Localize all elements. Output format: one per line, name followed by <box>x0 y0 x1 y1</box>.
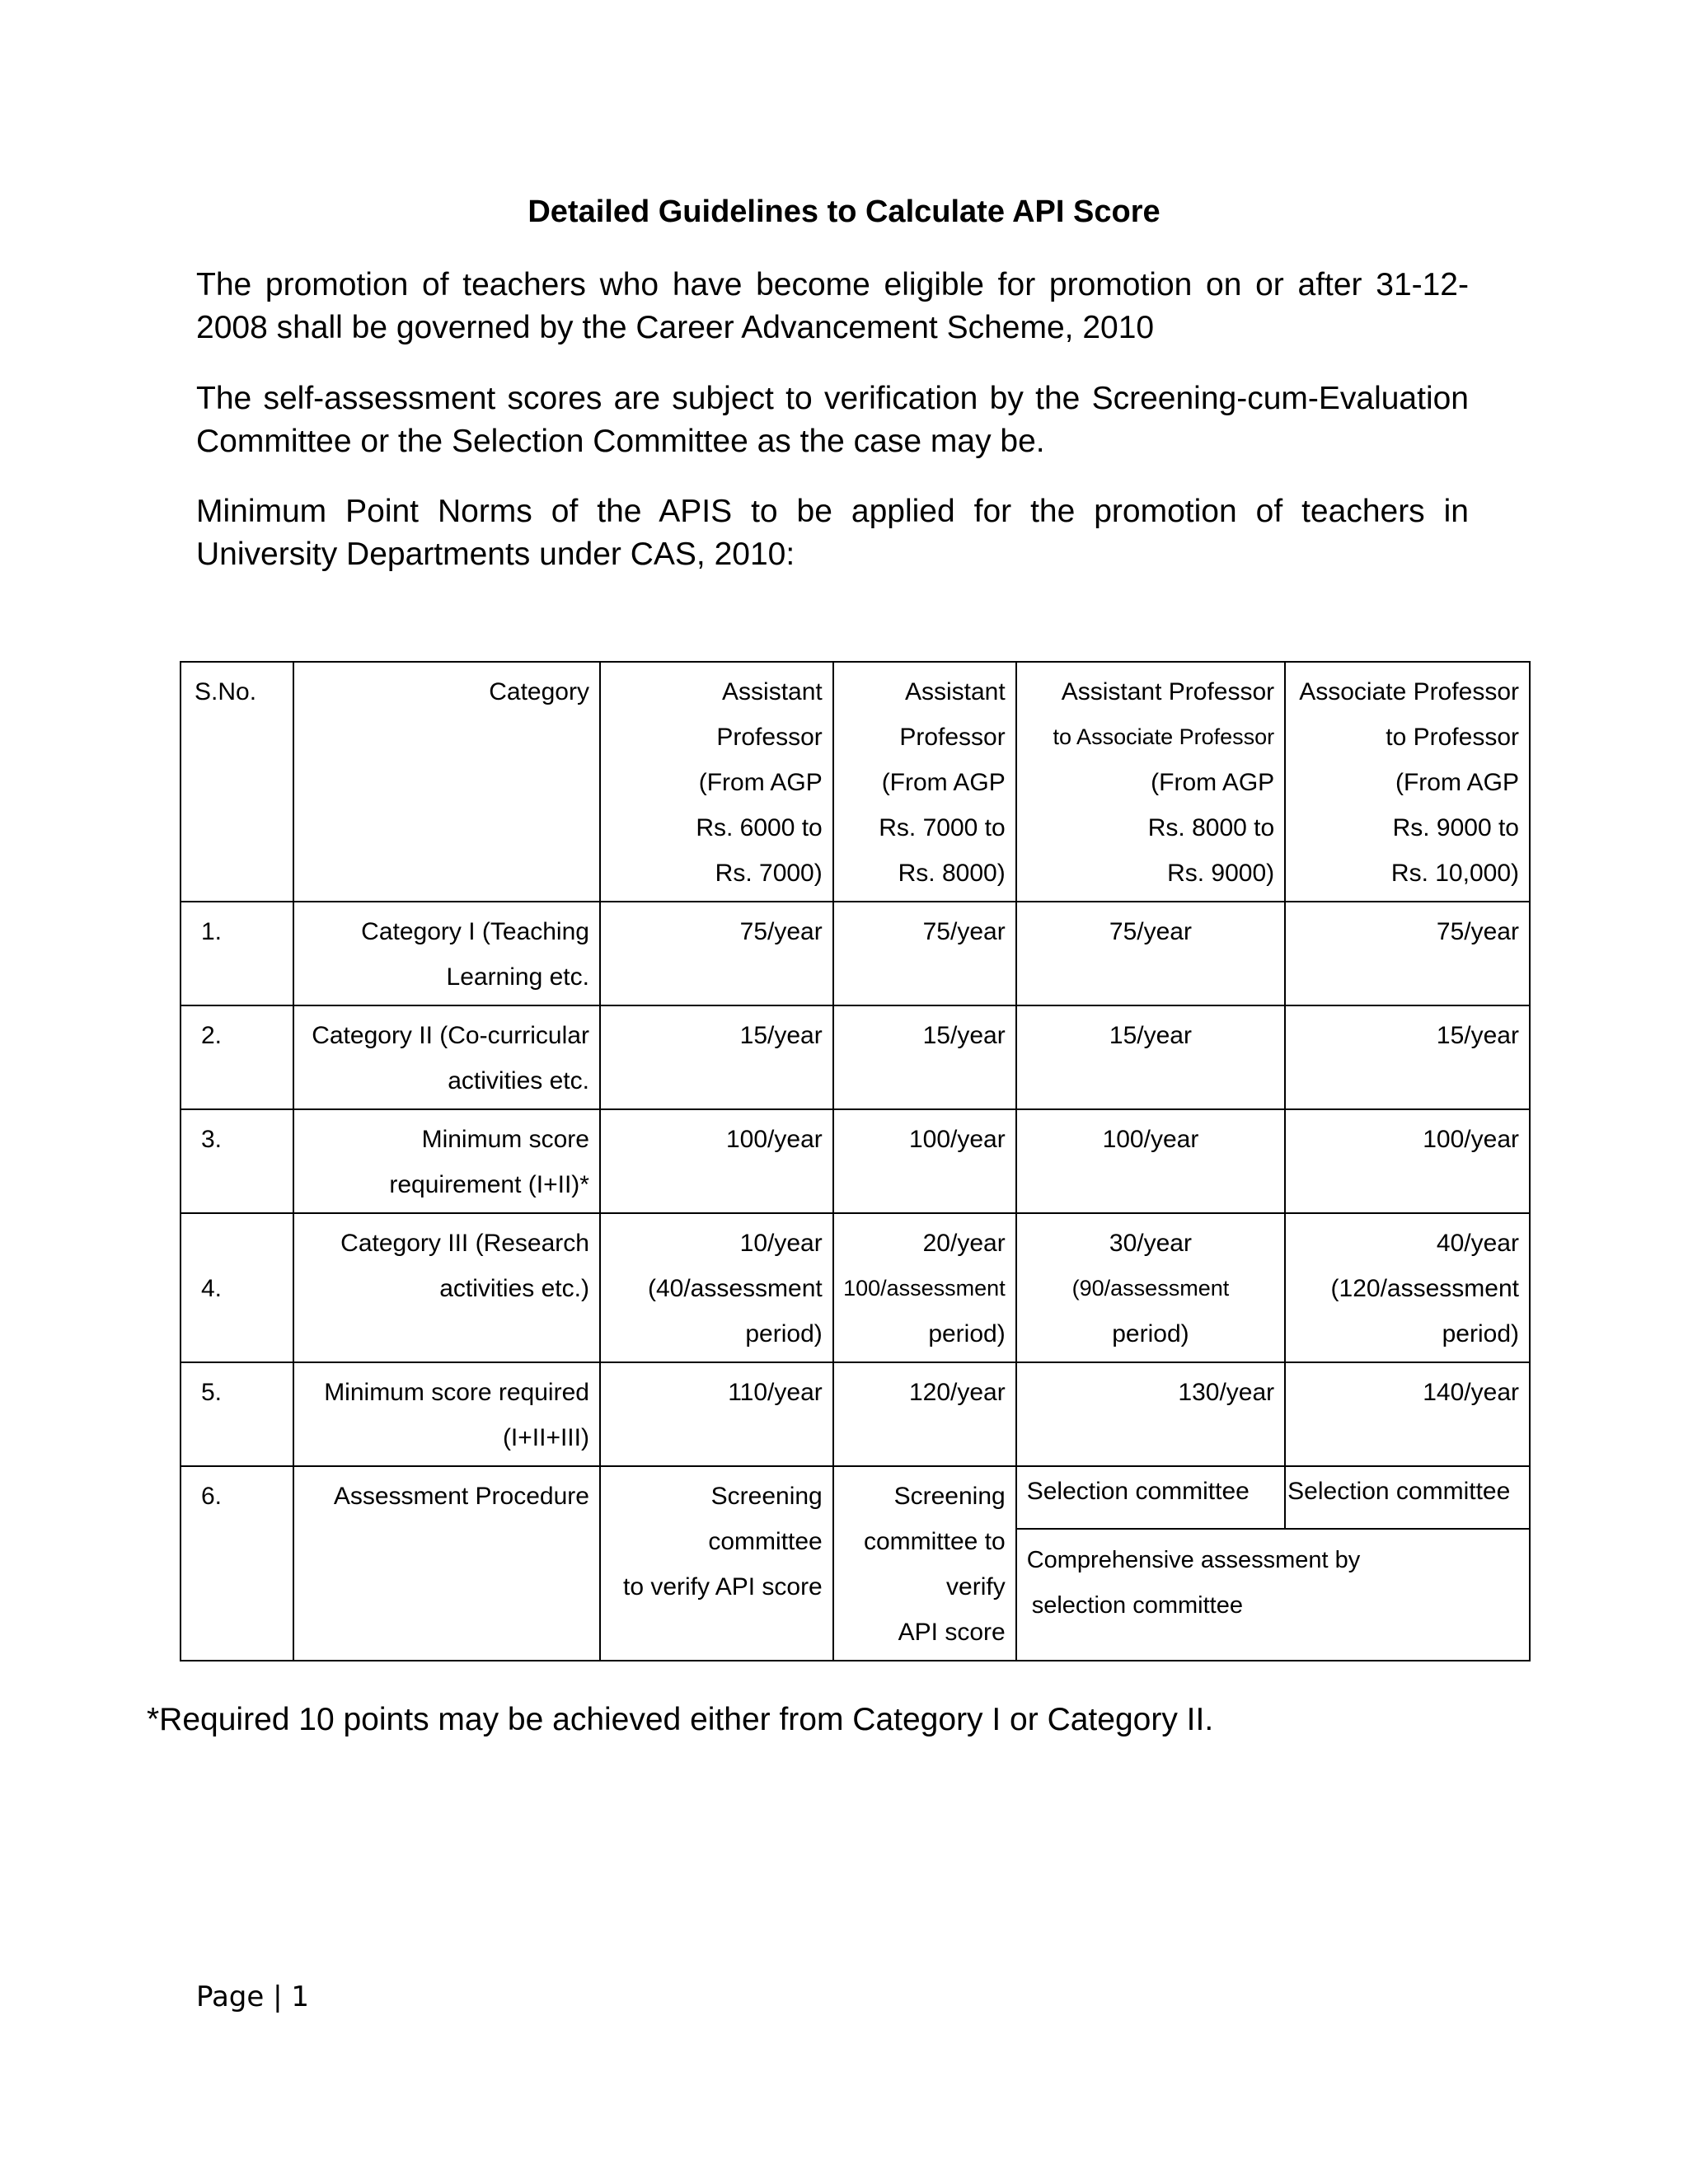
header-assistant-professor-7000 <box>833 662 1016 902</box>
row-sno: 5. <box>181 1362 293 1466</box>
intro-paragraph-promotion: The promotion of teachers who have become eligible for promotion on or after 31-12-2008 shall be governed by the Career Advancement Scheme, 2010 <box>196 267 1469 345</box>
score-cell: 15/year <box>600 1005 833 1109</box>
table-header-row <box>181 662 1530 902</box>
table-row <box>181 902 1530 1005</box>
category-line: Minimum score <box>421 1126 589 1153</box>
procedure-line: to verify API score <box>622 1573 823 1601</box>
score-cell: 75/year <box>1016 902 1285 1005</box>
score-line: 10/year <box>739 1230 823 1257</box>
score-line: 30/year <box>1109 1230 1192 1257</box>
score-cell: 100/year <box>833 1109 1016 1213</box>
header-line: (From AGP <box>1151 769 1275 796</box>
header-line: Rs. 8000 to <box>1147 814 1275 841</box>
header-line: Rs. 9000) <box>1167 860 1275 887</box>
header-line: Rs. 9000 to <box>1392 814 1519 841</box>
procedure-line: verify <box>946 1573 1006 1601</box>
score-cell <box>1016 1213 1285 1362</box>
row-category <box>293 1109 600 1213</box>
row-category: Assessment Procedure <box>293 1466 600 1661</box>
table-row <box>181 1466 1530 1529</box>
procedure-cell <box>600 1466 833 1661</box>
score-line: (40/assessment <box>647 1275 823 1302</box>
score-cell <box>600 1213 833 1362</box>
score-cell: 100/year <box>1016 1109 1285 1213</box>
header-line: Rs. 7000 to <box>879 814 1006 841</box>
score-cell <box>1285 1213 1530 1362</box>
score-line: (90/assessment <box>1071 1276 1230 1301</box>
score-line: (120/assessment <box>1330 1275 1519 1302</box>
procedure-line: committee <box>708 1528 823 1555</box>
header-associate-to-professor <box>1285 662 1530 902</box>
header-line: (From AGP <box>698 769 823 796</box>
row-sno: 6. <box>181 1466 293 1661</box>
header-assistant-professor-6000 <box>600 662 833 902</box>
comprehensive-assessment-note <box>1016 1529 1530 1661</box>
score-line: 20/year <box>922 1230 1006 1257</box>
category-line: Category I (Teaching <box>361 918 589 945</box>
header-line: Rs. 7000) <box>715 860 823 887</box>
score-line: period) <box>745 1320 823 1347</box>
header-assistant-to-associate-professor <box>1016 662 1285 902</box>
row-sno: 4. <box>181 1213 293 1362</box>
table-row <box>181 1362 1530 1466</box>
procedure-line: committee to <box>863 1528 1006 1555</box>
category-line: Category III (Research <box>340 1230 589 1257</box>
row-sno: 3. <box>181 1109 293 1213</box>
score-cell: 120/year <box>833 1362 1016 1466</box>
procedure-line: Screening <box>893 1483 1006 1510</box>
category-line: Minimum score required <box>324 1379 589 1406</box>
header-sno: S.No. <box>181 662 293 902</box>
row-sno: 1. <box>181 902 293 1005</box>
score-cell: 15/year <box>1016 1005 1285 1109</box>
footnote: *Required 10 points may be achieved either from Category I or Category II. <box>147 1702 1214 1737</box>
score-cell: 75/year <box>600 902 833 1005</box>
header-line: to Professor <box>1386 724 1519 751</box>
procedure-cell: Selection committee <box>1285 1466 1530 1529</box>
header-line: Assistant Professor <box>716 678 823 751</box>
row-sno: 2. <box>181 1005 293 1109</box>
api-score-table <box>180 661 1531 1661</box>
score-cell: 110/year <box>600 1362 833 1466</box>
header-line: Professor <box>899 724 1006 751</box>
score-cell: 100/year <box>600 1109 833 1213</box>
category-line: requirement (I+II)* <box>389 1171 589 1198</box>
score-cell: 140/year <box>1285 1362 1530 1466</box>
header-line: Rs. 10,000) <box>1390 860 1519 887</box>
category-line: Learning etc. <box>446 963 589 991</box>
page-number: Page | 1 <box>196 1980 310 2013</box>
header-line: Associate Professor <box>1299 678 1519 705</box>
intro-paragraph-norms: Minimum Point Norms of the APIS to be applied for the promotion of teachers in University Departments under CAS, 2010: <box>196 494 1469 572</box>
score-cell: 15/year <box>1285 1005 1530 1109</box>
row-category <box>293 902 600 1005</box>
score-line: 100/assessment <box>843 1276 1006 1301</box>
procedure-cell <box>833 1466 1016 1661</box>
score-cell: 130/year <box>1016 1362 1285 1466</box>
procedure-line: API score <box>898 1619 1006 1646</box>
table-row <box>181 1213 1530 1362</box>
score-line: period) <box>1442 1320 1519 1347</box>
row-category <box>293 1362 600 1466</box>
note-line: selection committee <box>1031 1592 1243 1619</box>
category-line: Category II (Co-curricular <box>312 1022 589 1049</box>
category-line: activities etc.) <box>439 1275 589 1302</box>
row-category <box>293 1005 600 1109</box>
page-title: Detailed Guidelines to Calculate API Score <box>528 194 1160 229</box>
score-cell: 15/year <box>833 1005 1016 1109</box>
score-cell: 75/year <box>1285 902 1530 1005</box>
category-line: activities etc. <box>448 1067 589 1094</box>
procedure-cell: Selection committee <box>1016 1466 1285 1529</box>
score-cell: 75/year <box>833 902 1016 1005</box>
category-line: (I+II+III) <box>502 1424 589 1451</box>
header-line: Assistant <box>904 678 1006 705</box>
intro-paragraph-verification: The self-assessment scores are subject to verification by the Screening-cum-Evaluation Committee or the Selection Committee as the case may be. <box>196 381 1469 459</box>
header-line: (From AGP <box>1395 769 1519 796</box>
row-category <box>293 1213 600 1362</box>
note-line: Comprehensive assessment by <box>1026 1547 1361 1574</box>
score-cell: 100/year <box>1285 1109 1530 1213</box>
header-line: Assistant Professor <box>1061 678 1275 705</box>
procedure-line: Screening <box>710 1483 823 1510</box>
table-row <box>181 1005 1530 1109</box>
header-line: Rs. 6000 to <box>696 814 823 841</box>
score-line: 40/year <box>1436 1230 1519 1257</box>
header-line: to Associate Professor <box>1053 724 1275 749</box>
header-line: (From AGP <box>881 769 1006 796</box>
score-cell <box>833 1213 1016 1362</box>
score-line: period) <box>1112 1320 1189 1347</box>
score-line: period) <box>928 1320 1006 1347</box>
table-row <box>181 1109 1530 1213</box>
header-line: Rs. 8000) <box>898 860 1006 887</box>
header-category: Category <box>293 662 600 902</box>
